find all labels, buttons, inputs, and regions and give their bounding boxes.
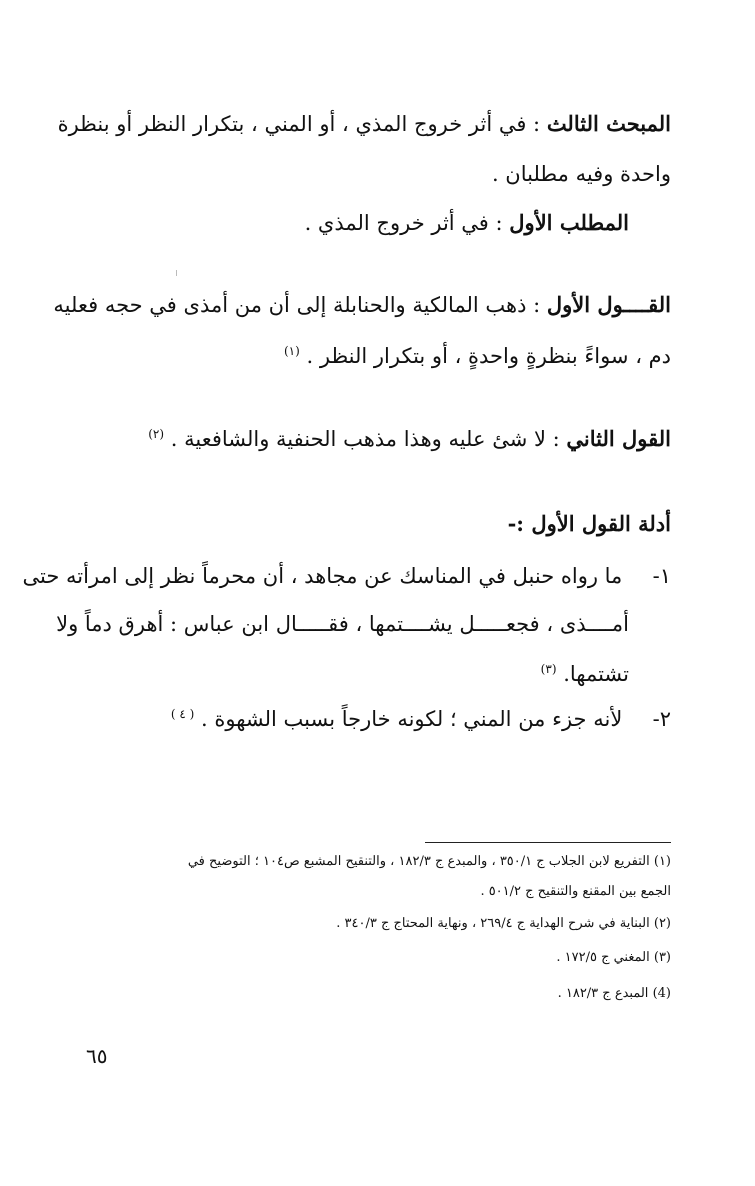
evidence-item-2: [82, 703, 671, 735]
section-heading-label: المبحث الثالث: [546, 111, 671, 136]
section-heading: [57, 108, 671, 140]
footnote-ref-1[interactable]: (١): [283, 344, 300, 358]
footnote-3: [82, 948, 671, 968]
footnote-2: [82, 914, 671, 934]
subsection-label: المطلب الأول: [509, 210, 629, 235]
footnote-2-text: البناية في شرح الهداية ج ٢٦٩/٤ ، ونهاية المحتاج ج ٣٤٠/٣ .: [336, 916, 650, 931]
opinion-2: [82, 423, 671, 455]
subsection-heading: [82, 207, 629, 239]
evidence-heading: أدلة القول الأول :-: [507, 511, 671, 536]
opinion-1-cont-text: دم ، سواءً بنظرةٍ واحدةٍ ، أو بتكرار النظر .: [306, 344, 671, 368]
footnote-4-text: المبدع ج ١٨٢/٣ .: [557, 986, 649, 1001]
footnote-ref-4[interactable]: ( ٤ ): [170, 707, 195, 721]
footnote-4-marker: (4): [652, 986, 671, 1001]
opinion-1-text: : ذهب المالكية والحنابلة إلى أن من أمذى في حجه فعليه: [53, 293, 541, 317]
footnote-1-marker: (١): [653, 854, 671, 869]
footnote-1: [82, 852, 671, 872]
evidence-item-1-number: ١-: [652, 564, 671, 588]
evidence-item-1-line-2: أمــــذى ، فجعـــــل يشــــتمها ، فقـــــال ابن عباس : أهرق دماً ولا: [56, 612, 629, 636]
opinion-2-text: : لا شئ عليه وهذا مذهب الحنفية والشافعية .: [170, 427, 560, 451]
footnote-divider: [425, 842, 671, 843]
footnote-1-continuation: الجمع بين المقنع والتنقيح ج ٥٠١/٢ .: [480, 884, 671, 899]
footnote-ref-2[interactable]: (٢): [148, 427, 165, 441]
footnote-ref-3[interactable]: (٣): [540, 662, 557, 676]
subsection-text: : في أثر خروج المذي .: [304, 211, 503, 235]
evidence-item-1-line-3: [82, 658, 629, 690]
footnote-2-marker: (٢): [653, 916, 671, 931]
footnote-4: [82, 984, 671, 1004]
evidence-item-1-line-1: ما رواه حنبل في المناسك عن مجاهد ، أن محرماً نظر إلى امرأته حتى: [22, 564, 623, 588]
page-number: ٦٥: [86, 1044, 108, 1068]
evidence-item-2-text: لأنه جزء من المني ؛ لكونه خارجاً بسبب الشهوة .: [201, 707, 623, 731]
section-heading-text: : في أثر خروج المذي ، أو المني ، بتكرار النظر أو بنظرة: [57, 112, 541, 136]
footnote-3-marker: (٣): [653, 950, 671, 965]
opinion-2-label: القول الثاني: [566, 426, 671, 451]
evidence-item-1: [22, 560, 671, 592]
opinion-1: [53, 289, 671, 321]
opinion-1-label: القــــول الأول: [546, 292, 671, 317]
footnote-3-text: المغني ج ١٧٢/٥ .: [556, 950, 650, 965]
evidence-item-1-line-3-text: تشتمها.: [563, 662, 629, 686]
footnote-1-text: التفريع لابن الجلاب ج ٣٥٠/١ ، والمبدع ج ١٨٢/٣ ، والتنقيح المشبع ص١٠٤ ؛ التوضيح في: [187, 854, 650, 869]
evidence-item-2-number: ٢-: [652, 707, 671, 731]
margin-mark: [176, 270, 177, 276]
section-heading-continuation: واحدة وفيه مطلبان .: [491, 162, 671, 186]
opinion-1-continuation: [82, 340, 671, 372]
